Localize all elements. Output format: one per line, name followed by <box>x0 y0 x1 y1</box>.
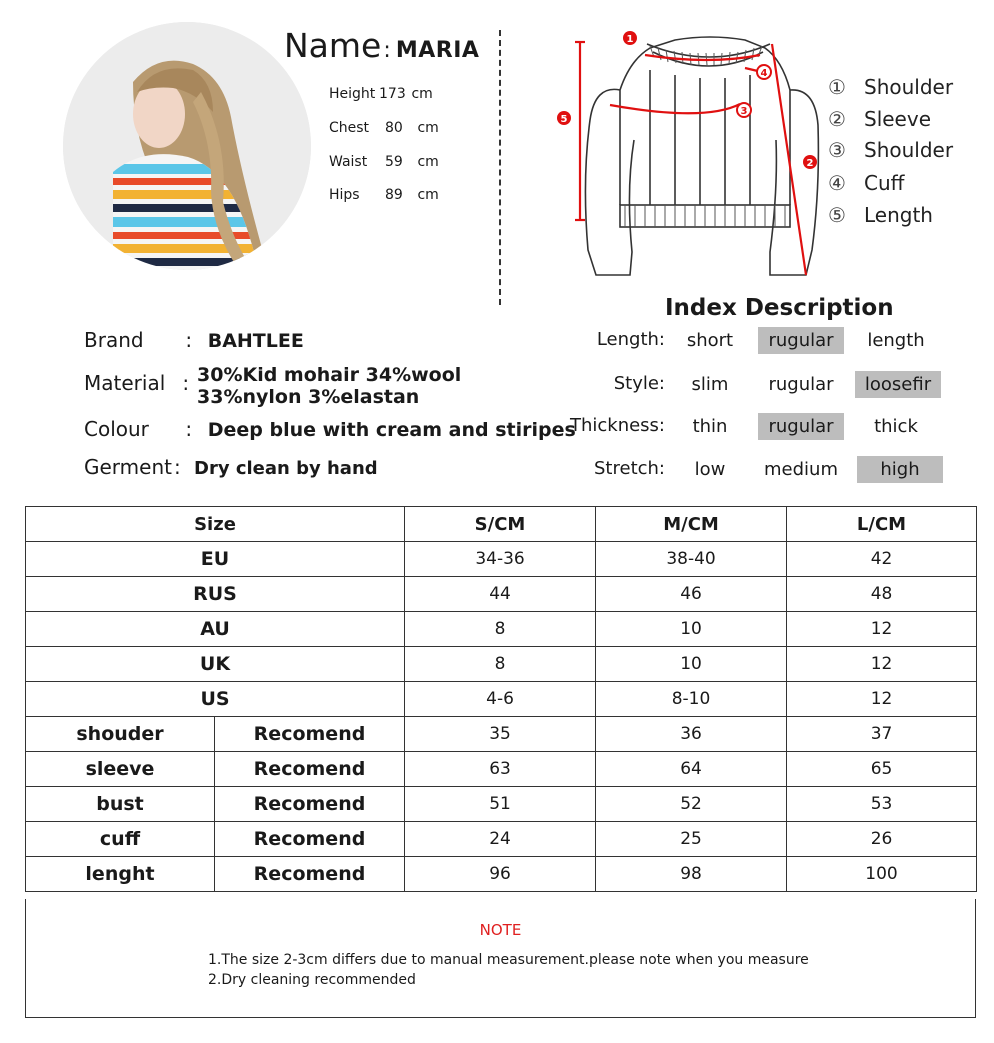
sweater-measure-diagram <box>550 30 820 292</box>
legend-label: Shoulder <box>864 138 954 162</box>
cell: 10 <box>596 647 787 682</box>
cell: 8-10 <box>596 682 787 717</box>
table-row <box>26 787 977 822</box>
row-recommend: Recomend <box>215 717 405 752</box>
marker-3-label: 3 <box>740 106 748 117</box>
legend-number: ④ <box>828 171 846 195</box>
header-m: M/CM <box>596 507 787 542</box>
cell: 34-36 <box>405 542 596 577</box>
table-row <box>26 612 977 647</box>
cell: 42 <box>787 542 977 577</box>
table-row <box>26 752 977 787</box>
row-label: sleeve <box>26 752 215 787</box>
cell: 51 <box>405 787 596 822</box>
index-option: low <box>694 459 726 480</box>
garment-colon: : <box>174 455 181 479</box>
measurement-label: Chest <box>329 120 370 136</box>
cell: 100 <box>787 857 977 892</box>
model-photo-illustration <box>63 22 311 270</box>
name-colon: : <box>383 38 391 63</box>
table-row <box>26 647 977 682</box>
measurement-waist <box>329 154 439 170</box>
cell: 10 <box>596 612 787 647</box>
row-recommend: Recomend <box>215 787 405 822</box>
model-photo <box>63 22 311 270</box>
cell: 53 <box>787 787 977 822</box>
legend-item-cuff <box>828 171 904 195</box>
note-title: NOTE <box>479 921 522 939</box>
measurement-height <box>329 86 433 102</box>
legend-label: Shoulder <box>864 75 954 99</box>
legend-label: Cuff <box>864 171 905 195</box>
index-label: Style: <box>613 373 665 394</box>
table-row <box>26 717 977 752</box>
cell: 8 <box>405 647 596 682</box>
measurement-value: 59 <box>385 154 403 170</box>
index-option-selected: rugular <box>758 327 844 354</box>
table-header-row <box>26 507 977 542</box>
row-label: RUS <box>26 577 405 612</box>
index-label: Stretch: <box>594 458 665 479</box>
table-row <box>26 682 977 717</box>
marker-5-label: 5 <box>560 114 568 125</box>
measurement-value: 173 <box>379 86 406 102</box>
row-label: lenght <box>26 857 215 892</box>
brand-colon: : <box>185 328 193 352</box>
index-option: length <box>867 330 925 351</box>
table-row <box>26 857 977 892</box>
row-label: AU <box>26 612 405 647</box>
colour-row <box>84 417 576 441</box>
cell: 98 <box>596 857 787 892</box>
measurement-value: 89 <box>385 187 403 203</box>
material-line-1: 30%Kid mohair 34%wool <box>197 364 462 386</box>
colour-colon: : <box>185 417 193 441</box>
legend-item-sleeve <box>828 107 931 131</box>
legend-item-shoulder <box>828 75 953 99</box>
header-s: S/CM <box>405 507 596 542</box>
legend-number: ③ <box>828 138 846 162</box>
cell: 52 <box>596 787 787 822</box>
index-option-selected: rugular <box>758 413 844 440</box>
garment-row <box>84 455 378 479</box>
index-option-selected: loosefir <box>855 371 941 398</box>
cell: 38-40 <box>596 542 787 577</box>
cell: 26 <box>787 822 977 857</box>
dashed-divider <box>499 30 501 305</box>
note-line-1: 1.The size 2-3cm differs due to manual measurement.please note when you measure <box>208 952 809 968</box>
measurement-label: Hips <box>329 187 360 203</box>
index-description-title: Index Description <box>665 295 894 321</box>
table-row <box>26 577 977 612</box>
cell: 36 <box>596 717 787 752</box>
cell: 64 <box>596 752 787 787</box>
model-name <box>284 26 479 65</box>
cell: 44 <box>405 577 596 612</box>
legend-number: ② <box>828 107 846 131</box>
cell: 24 <box>405 822 596 857</box>
table-row <box>26 822 977 857</box>
cell: 12 <box>787 647 977 682</box>
row-recommend: Recomend <box>215 822 405 857</box>
marker-1-label: 1 <box>626 34 634 45</box>
cell: 12 <box>787 612 977 647</box>
index-option: thick <box>874 416 918 437</box>
row-label: shouder <box>26 717 215 752</box>
brand-label: Brand <box>84 328 144 352</box>
cell: 37 <box>787 717 977 752</box>
cell: 63 <box>405 752 596 787</box>
row-recommend: Recomend <box>215 857 405 892</box>
legend-label: Sleeve <box>864 107 932 131</box>
note-box <box>25 899 976 1018</box>
cell: 4-6 <box>405 682 596 717</box>
index-option: rugular <box>768 374 834 395</box>
row-label: cuff <box>26 822 215 857</box>
note-line-2: 2.Dry cleaning recommended <box>208 972 416 988</box>
garment-value: Dry clean by hand <box>194 458 378 479</box>
material-row <box>84 371 198 395</box>
brand-value: BAHTLEE <box>207 330 304 352</box>
legend-item-shoulder-2 <box>828 138 953 162</box>
measurement-label: Height <box>329 86 376 102</box>
measurement-chest <box>329 120 439 136</box>
size-chart-table <box>25 506 977 892</box>
marker-2-label: 2 <box>806 158 814 169</box>
index-option-selected: high <box>857 456 943 483</box>
material-value <box>197 364 461 408</box>
index-option: slim <box>691 374 729 395</box>
index-option: short <box>686 330 734 351</box>
cell: 46 <box>596 577 787 612</box>
sweater-outline <box>585 37 818 275</box>
index-label: Thickness: <box>569 415 665 436</box>
index-option: medium <box>764 459 838 480</box>
header-size: Size <box>26 507 405 542</box>
index-option: thin <box>692 416 728 437</box>
table-row <box>26 542 977 577</box>
measurement-label: Waist <box>329 154 368 170</box>
colour-value: Deep blue with cream and stiripes <box>207 419 576 441</box>
row-label: UK <box>26 647 405 682</box>
header-l: L/CM <box>787 507 977 542</box>
cell: 48 <box>787 577 977 612</box>
brand-row <box>84 328 304 352</box>
material-colon: : <box>182 371 190 395</box>
measurement-unit: cm <box>417 154 439 170</box>
measurement-value: 80 <box>385 120 403 136</box>
legend-label: Length <box>864 203 933 227</box>
row-recommend: Recomend <box>215 752 405 787</box>
cell: 25 <box>596 822 787 857</box>
name-label: Name <box>284 26 382 65</box>
measurement-hips <box>329 187 439 203</box>
name-value: MARIA <box>395 38 480 63</box>
measurement-unit: cm <box>411 86 433 102</box>
legend-number: ⑤ <box>828 203 846 227</box>
index-label: Length: <box>596 329 665 350</box>
colour-label: Colour <box>84 417 149 441</box>
legend-item-length <box>828 203 933 227</box>
cell: 12 <box>787 682 977 717</box>
material-line-2: 33%nylon 3%elastan <box>197 386 420 408</box>
measurement-unit: cm <box>417 120 439 136</box>
row-label: US <box>26 682 405 717</box>
legend-number: ① <box>828 75 846 99</box>
row-label: EU <box>26 542 405 577</box>
garment-label: Germent <box>84 455 172 479</box>
row-label: bust <box>26 787 215 822</box>
cell: 35 <box>405 717 596 752</box>
cell: 65 <box>787 752 977 787</box>
cell: 96 <box>405 857 596 892</box>
cell: 8 <box>405 612 596 647</box>
measurement-unit: cm <box>417 187 439 203</box>
material-label: Material <box>84 371 166 395</box>
marker-4-label: 4 <box>760 68 768 79</box>
